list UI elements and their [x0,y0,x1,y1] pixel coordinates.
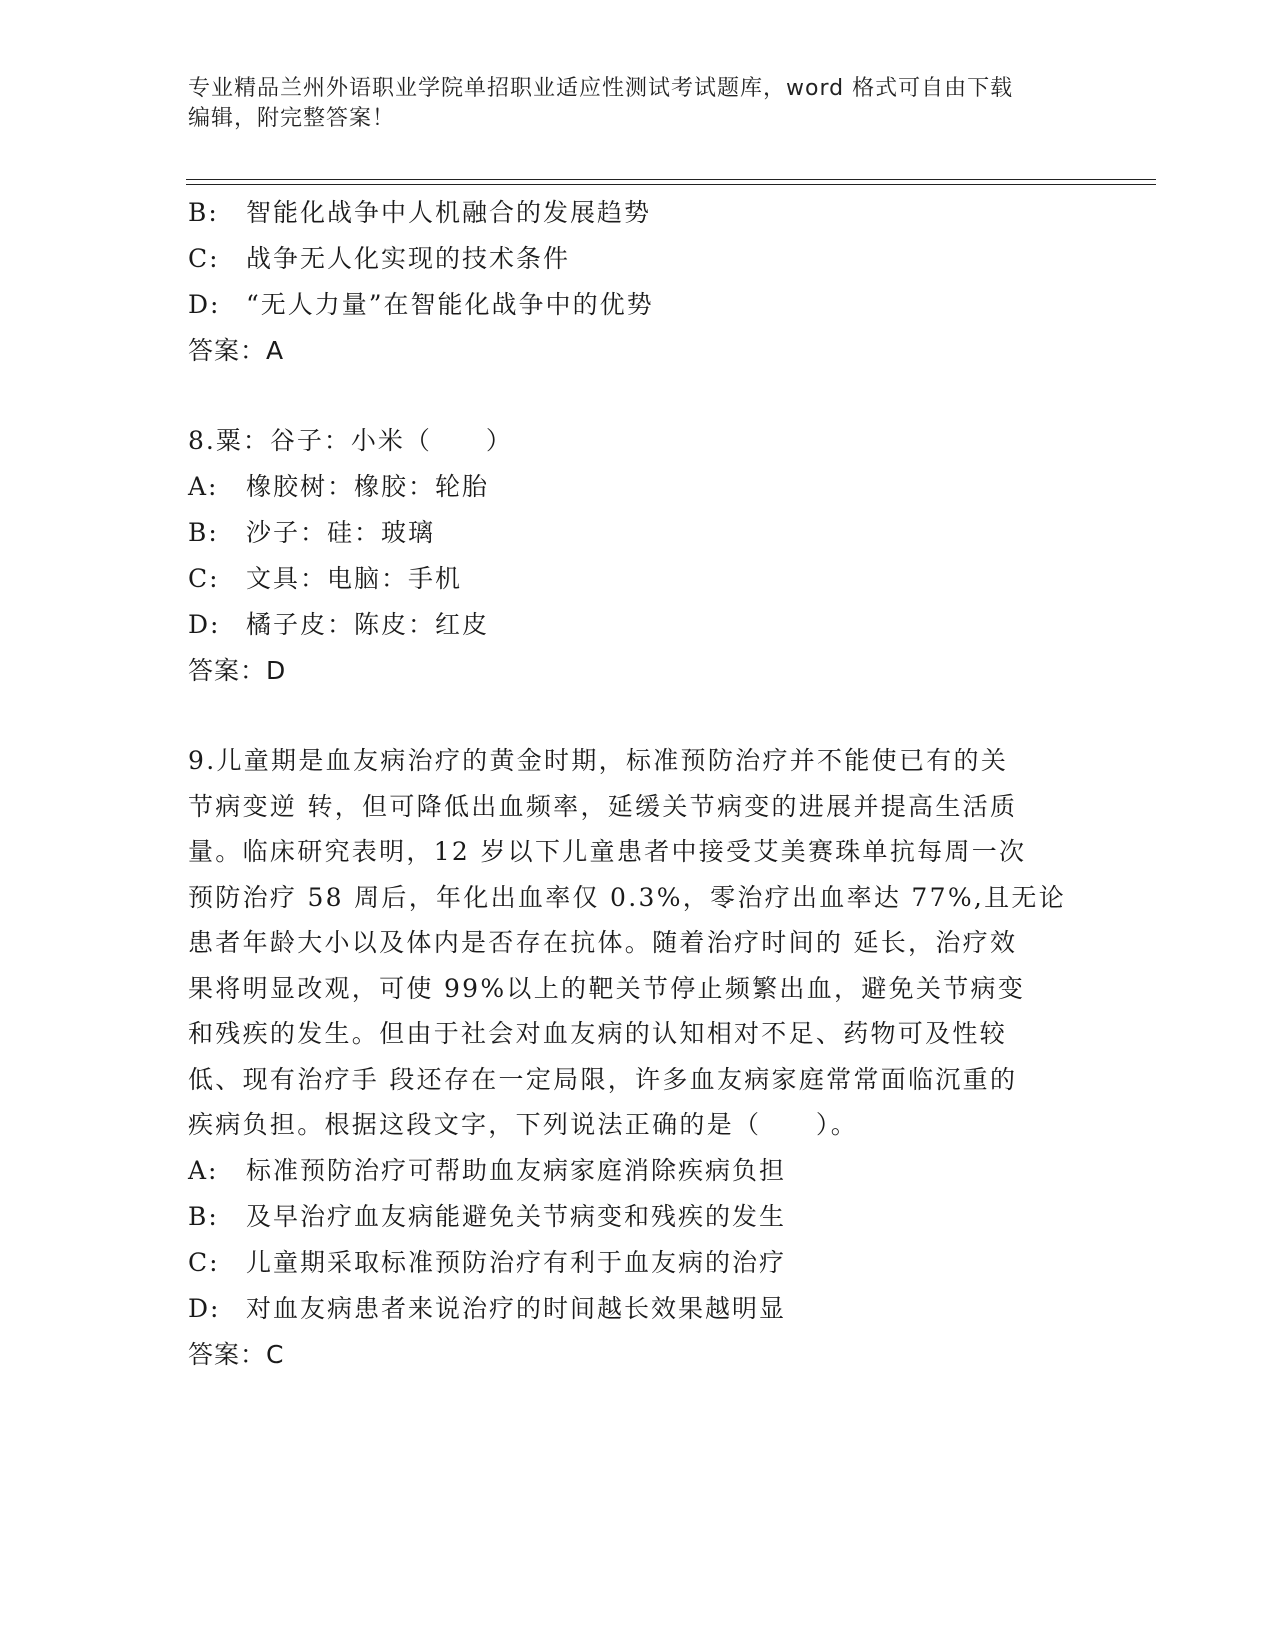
option-text: 战争无人化实现的技术条件 [246,244,571,273]
option-letter: B: [188,198,219,227]
stem-line: 节病变逆 转，但可降低出血频率，延缓关节病变的进展并提高生活质 [188,791,1018,821]
option-b [188,190,1088,236]
stem-line: 果将明显改观，可使 99%以上的靶关节停止频繁出血，避免关节病变 [188,973,1026,1003]
stem-line: 量。临床研究表明，12 岁以下儿童患者中接受艾美赛珠单抗每周一次 [188,837,1027,866]
header-rule-bottom [186,184,1156,185]
stem-line: 和残疾的发生。但由于社会对血友病的认知相对不足、药物可及性较 [188,1019,1008,1048]
option-text: 儿童期采取标准预防治疗有利于血友病的治疗 [246,1247,787,1277]
option-letter: C: [188,564,220,593]
stem-line: 低、现有治疗手 段还存在一定局限，许多血友病家庭常常面临沉重的 [188,1064,1018,1094]
option-letter: B: [188,1201,219,1231]
document-body [188,190,1088,1378]
question-8 [188,418,1088,694]
option-d [188,1286,1088,1332]
header-line-2: 编辑，附完整答案！ [188,106,396,131]
header-line-1: 专业精品兰州外语职业学院单招职业适应性测试考试题库，word 格式可自由下载 [188,76,1014,101]
option-text: 文具：电脑：手机 [246,564,463,593]
option-text: 沙子：硅：玻璃 [246,518,436,547]
option-a [188,464,1088,510]
option-letter: D: [188,290,221,319]
option-text: 对血友病患者来说治疗的时间越长效果越明显 [246,1293,787,1323]
option-b [188,1194,1088,1240]
option-letter: A: [188,472,219,501]
stem-line: 预防治疗 58 周后，年化出血率仅 0.3%，零治疗出血率达 77%,且无论 [188,882,1067,912]
option-text: 橡胶树：橡胶：轮胎 [246,472,490,501]
stem-line: 患者年龄大小以及体内是否存在抗体。随着治疗时间的 延长，治疗效 [188,928,1018,957]
option-letter: D: [188,610,221,639]
header-rule-top [186,179,1156,180]
option-letter: B: [188,518,219,547]
option-letter: D: [188,1293,221,1323]
option-c [188,236,1088,282]
option-b [188,510,1088,556]
stem-line: 9.儿童期是血友病治疗的黄金时期，标准预防治疗并不能使已有的关 [188,746,1009,775]
document-header [188,74,1068,134]
option-text: 及早治疗血友病能避免关节病变和残疾的发生 [246,1201,787,1231]
option-letter: C: [188,1247,220,1277]
question-stem [188,738,1088,1148]
option-text: 标准预防治疗可帮助血友病家庭消除疾病负担 [246,1155,787,1185]
question-7-tail [188,190,1088,374]
option-text: “无人力量”在智能化战争中的优势 [246,290,654,319]
question-stem: 8.粟：谷子：小米（ ） [188,426,513,455]
option-a [188,1148,1088,1194]
answer-line: 答案：D [188,656,287,685]
option-d [188,282,1088,328]
option-letter: C: [188,244,220,273]
answer-line: 答案：A [188,336,285,365]
answer-line: 答案：C [188,1339,285,1369]
question-9 [188,738,1088,1378]
option-text: 智能化战争中人机融合的发展趋势 [246,198,652,227]
option-text: 橘子皮：陈皮：红皮 [246,610,490,639]
option-d [188,602,1088,648]
stem-line: 疾病负担。根据这段文字，下列说法正确的是（ ）。 [188,1110,859,1139]
option-c [188,556,1088,602]
option-letter: A: [188,1155,219,1185]
option-c [188,1240,1088,1286]
